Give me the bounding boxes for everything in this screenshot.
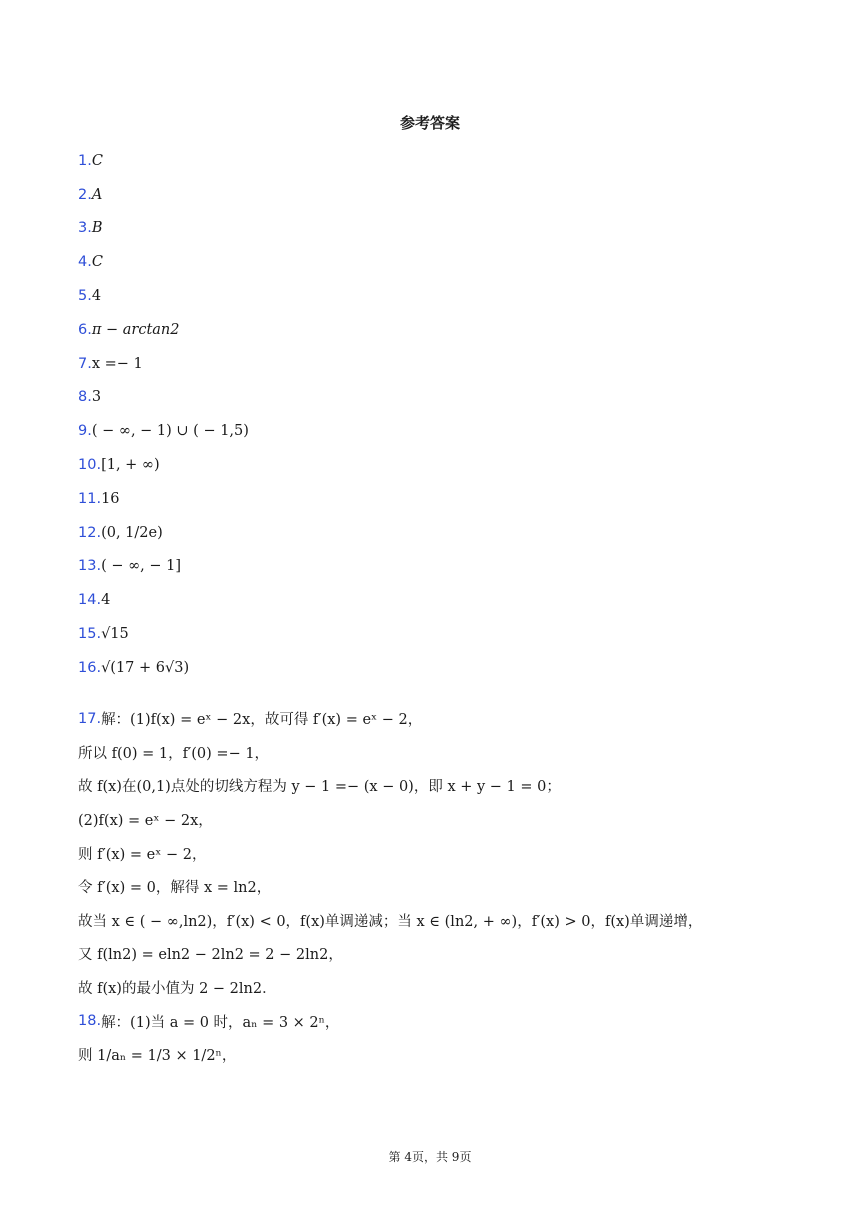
answer-number: 4. (78, 254, 92, 271)
answer-number: 11. (78, 490, 102, 507)
solution-line (78, 1004, 702, 1038)
answer-list (78, 144, 249, 685)
answer-text: [1, + ∞) (101, 457, 160, 474)
answer-text: π − arctan2 (91, 321, 180, 338)
answer-text: C (91, 152, 103, 169)
solution-text: 则 1/aₙ = 1/3 × 1/2ⁿ， (78, 1048, 237, 1065)
solution-text: 解：(1)f(x) = eˣ − 2x，故可得 f′(x) = eˣ − 2， (101, 712, 423, 729)
answer-number: 13. (78, 558, 102, 575)
answer-text: ( − ∞, − 1) ∪ ( − 1,5) (91, 423, 249, 440)
answer-text: (0, 1/2e) (101, 524, 163, 541)
page-footer: 第 4页，共 9页 (388, 1150, 472, 1164)
solution-line (78, 769, 702, 803)
solution-text: 故当 x ∈ ( − ∞,ln2)，f′(x) < 0，f(x)单调递减；当 x ∈ (ln2, + ∞)，f′(x) > 0，f(x)单调递增， (78, 913, 703, 930)
answer-text: √(17 + 6√3) (101, 659, 190, 676)
answer-text: √15 (101, 626, 129, 643)
answer-item (78, 279, 249, 313)
answer-item (78, 448, 249, 482)
answer-number: 7. (78, 355, 92, 372)
answer-text: 4 (91, 288, 102, 305)
answer-item (78, 550, 249, 584)
answer-text: A (91, 186, 103, 203)
answer-number: 14. (78, 592, 102, 609)
solution-line (78, 836, 702, 870)
solution-text: 故 f(x)在(0,1)点处的切线方程为 y − 1 =− (x − 0)，即 x + y − 1 = 0； (78, 779, 561, 796)
answer-text: 16 (101, 490, 120, 507)
answer-text: ( − ∞, − 1] (101, 558, 182, 575)
solution-text: 令 f′(x) = 0，解得 x = ln2， (78, 880, 272, 897)
answer-item (78, 178, 249, 212)
solution-line (78, 736, 702, 770)
answer-item (78, 245, 249, 279)
answer-item (78, 414, 249, 448)
answer-text: C (91, 254, 103, 271)
solution-text: 故 f(x)的最小值为 2 − 2ln2． (78, 981, 277, 998)
answer-text: x =− 1 (91, 355, 143, 372)
solution-line (78, 803, 702, 837)
solution-line (78, 702, 702, 736)
answer-item (78, 651, 249, 685)
solution-line (78, 870, 702, 904)
solution-block (78, 702, 702, 1072)
question-number: 17. (78, 710, 102, 727)
answer-number: 15. (78, 626, 102, 643)
answer-item (78, 212, 249, 246)
answer-item (78, 583, 249, 617)
answer-text: 3 (91, 389, 102, 406)
answer-number: 6. (78, 321, 92, 338)
solution-line (78, 1038, 702, 1072)
answer-number: 2. (78, 186, 92, 203)
answer-item (78, 381, 249, 415)
solution-text: (2)f(x) = eˣ − 2x， (78, 813, 213, 830)
answer-item (78, 617, 249, 651)
answer-item (78, 516, 249, 550)
answer-number: 3. (78, 220, 92, 237)
answer-number: 5. (78, 288, 92, 305)
solution-text: 则 f′(x) = eˣ − 2， (78, 846, 207, 863)
answer-item (78, 144, 249, 178)
answer-item (78, 347, 249, 381)
answer-item (78, 482, 249, 516)
answer-number: 16. (78, 659, 102, 676)
answer-item (78, 313, 249, 347)
answer-number: 10. (78, 457, 102, 474)
page-title: 参考答案 (399, 114, 460, 132)
answer-number: 8. (78, 389, 92, 406)
question-number: 18. (78, 1013, 102, 1030)
answer-number: 9. (78, 423, 92, 440)
solution-line (78, 904, 702, 938)
solution-line (78, 971, 702, 1005)
solution-line (78, 937, 702, 971)
answer-text: 4 (101, 592, 111, 609)
answer-text: B (91, 220, 103, 237)
solution-text: 所以 f(0) = 1，f′(0) =− 1， (78, 745, 270, 762)
answer-number: 12. (78, 524, 102, 541)
solution-text: 解：(1)当 a = 0 时，aₙ = 3 × 2ⁿ， (101, 1014, 340, 1031)
answer-number: 1. (78, 152, 92, 169)
solution-text: 又 f(ln2) = eln2 − 2ln2 = 2 − 2ln2， (78, 947, 343, 964)
